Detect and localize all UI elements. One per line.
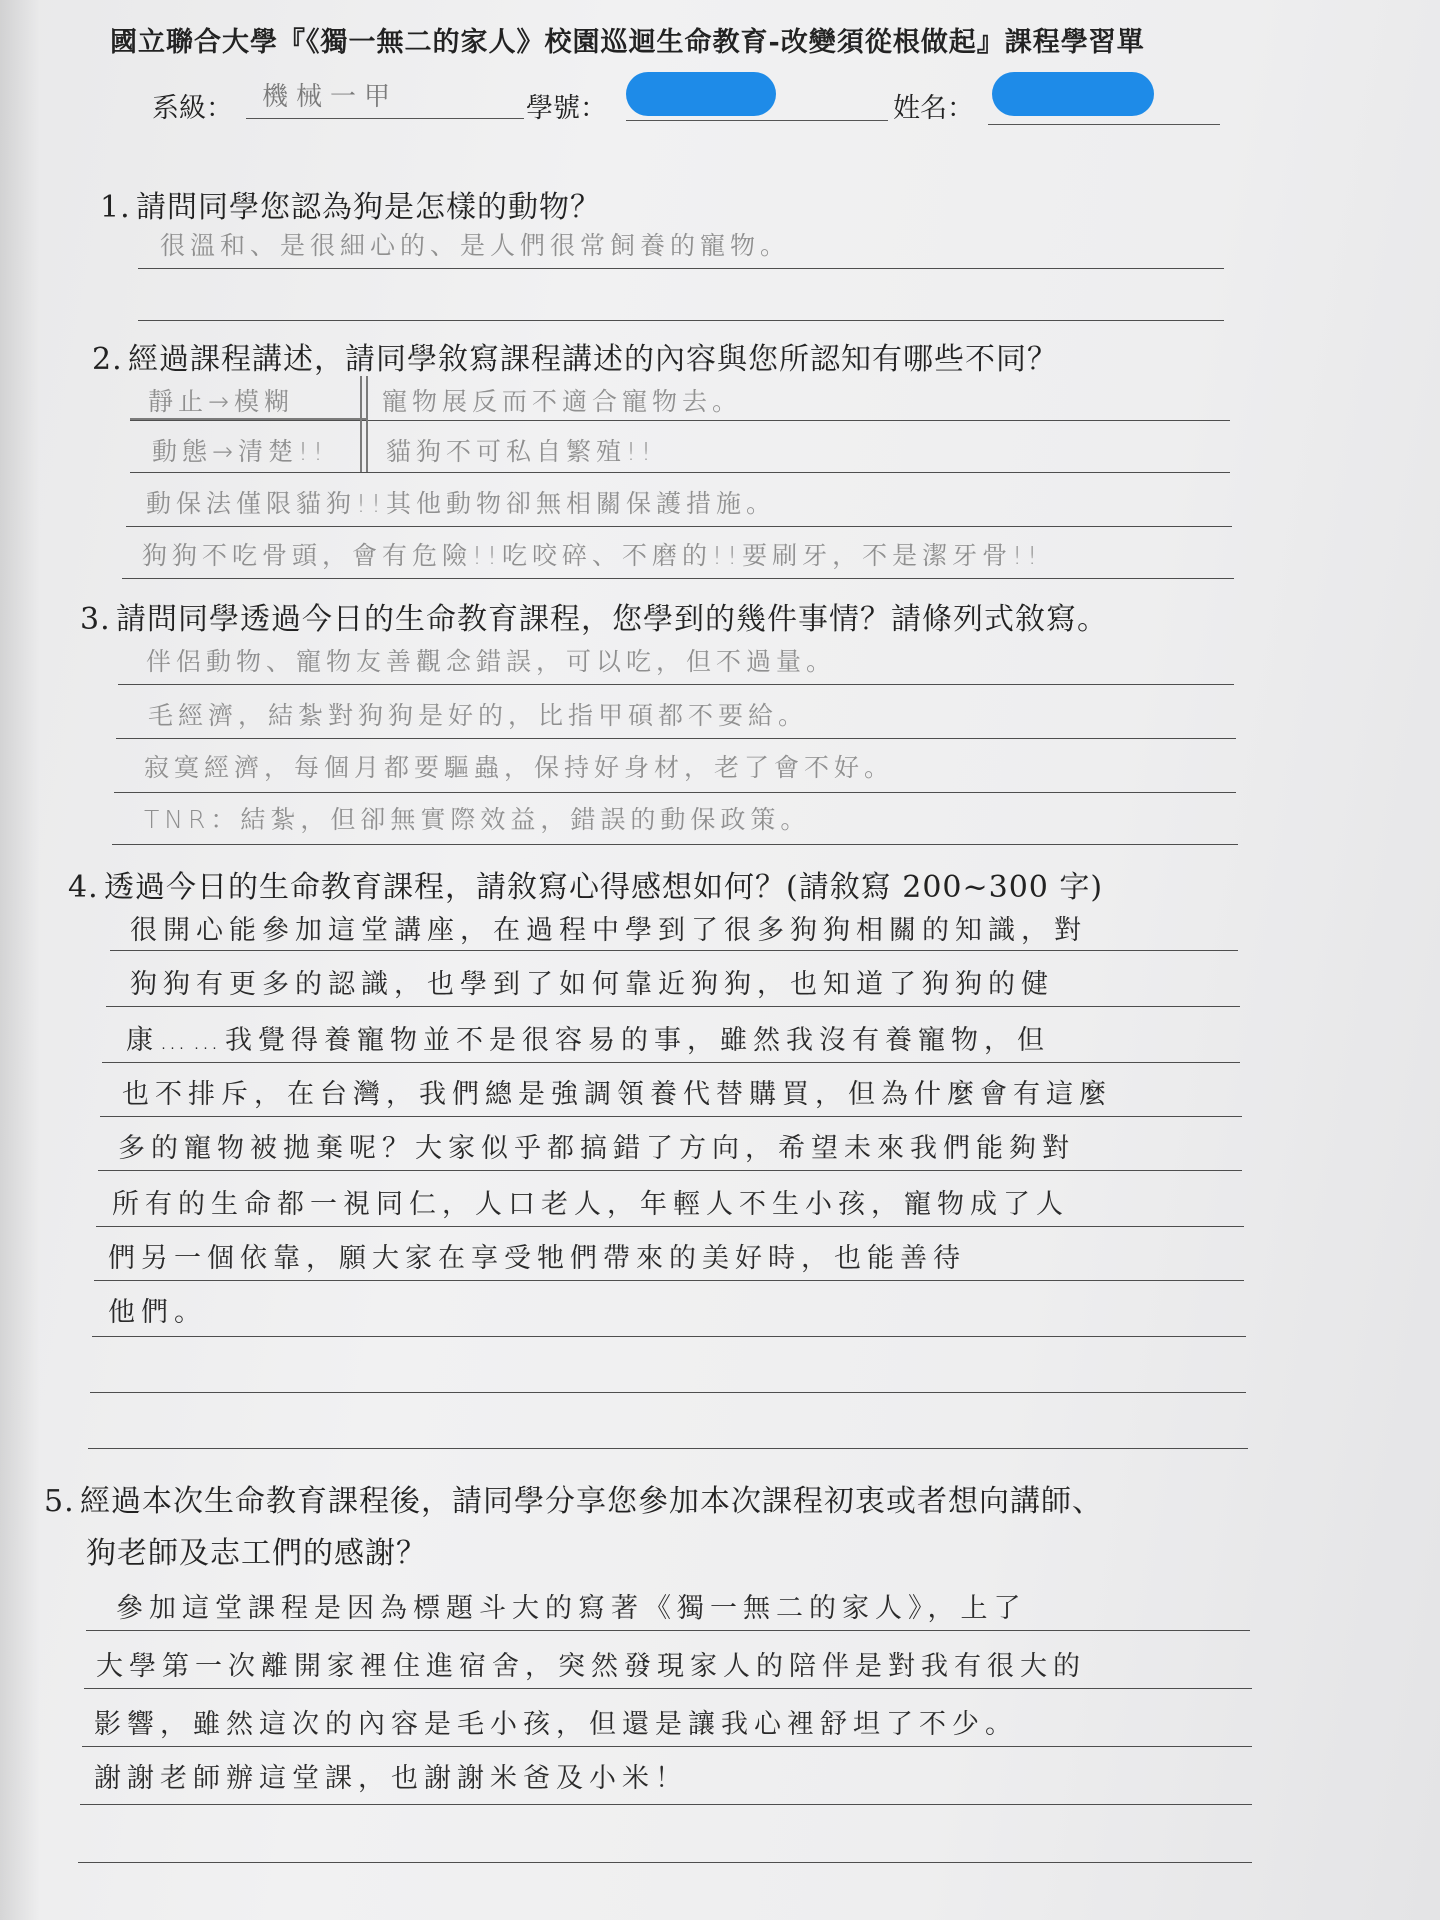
question-5-text-line-1: 經過本次生命教育課程後，請同學分享您參加本次課程初衷或者想向講師、 bbox=[80, 1484, 1103, 1519]
q4-rule-1 bbox=[110, 950, 1238, 951]
q2-table-row-2-left: 動態→清楚!! bbox=[152, 437, 328, 466]
q4-rule-8 bbox=[92, 1336, 1246, 1337]
question-5 bbox=[44, 1476, 1103, 1520]
q2-table-hsep bbox=[130, 418, 366, 420]
q4-rule-6 bbox=[96, 1226, 1244, 1227]
question-2 bbox=[92, 334, 1058, 378]
q3-rule-3 bbox=[114, 792, 1236, 793]
question-1-number: 1. bbox=[100, 190, 131, 225]
q5-answer-line-2: 大學第一次離開家裡住進宿舍，突然發現家人的陪伴是對我有很大的 bbox=[96, 1651, 1086, 1682]
question-4 bbox=[68, 862, 1103, 906]
question-2-number: 2. bbox=[92, 342, 123, 377]
page-title: 國立聯合大學『《獨一無二的家人》校園巡迴生命教育-改變須從根做起』課程學習單 bbox=[110, 27, 1145, 58]
q1-rule-2 bbox=[138, 320, 1224, 321]
q4-rule-4 bbox=[100, 1116, 1242, 1117]
q3-answer-line-4: TNR：結紮，但卻無實際效益，錯誤的動保政策。 bbox=[144, 805, 811, 834]
q2-rule-2 bbox=[130, 472, 1230, 473]
question-1-text: 請問同學您認為狗是怎樣的動物？ bbox=[136, 190, 601, 225]
q5-answer-line-1: 參加這堂課程是因為標題斗大的寫著《獨一無二的家人》，上了 bbox=[116, 1593, 1027, 1624]
student-id-line bbox=[626, 120, 888, 121]
q4-answer-line-4: 也不排斥，在台灣，我們總是強調領養代替購買，但為什麼會有這麼 bbox=[122, 1079, 1112, 1110]
q2-table-row-1-left: 靜止→模糊 bbox=[148, 387, 294, 416]
q5-answer-line-4: 謝謝老師辦這堂課，也謝謝米爸及小米！ bbox=[94, 1763, 688, 1794]
q4-rule-3 bbox=[102, 1062, 1240, 1063]
q2-rule-1 bbox=[130, 420, 1230, 421]
student-id-redaction bbox=[626, 72, 776, 116]
q5-rule-4 bbox=[80, 1804, 1252, 1805]
q2-table-vsep-1 bbox=[360, 376, 362, 472]
dept-label: 系級： bbox=[152, 93, 233, 124]
q4-rule-2 bbox=[106, 1006, 1240, 1007]
q2-answer-line-1: 動保法僅限貓狗!!其他動物卻無相關保護措施。 bbox=[146, 489, 777, 518]
q5-rule-5 bbox=[78, 1862, 1252, 1863]
q5-rule-3 bbox=[82, 1746, 1252, 1747]
q4-answer-line-1: 很開心能參加這堂講座，在過程中學到了很多狗狗相關的知識，對 bbox=[130, 915, 1087, 946]
question-5-number: 5. bbox=[44, 1484, 75, 1519]
dept-line bbox=[246, 118, 524, 119]
q5-rule-1 bbox=[86, 1630, 1250, 1631]
q5-answer-line-3: 影響，雖然這次的內容是毛小孩，但還是讓我心裡舒坦了不少。 bbox=[94, 1709, 1018, 1740]
q4-answer-line-8: 他們。 bbox=[108, 1297, 207, 1328]
question-3-text: 請問同學透過今日的生命教育課程，您學到的幾件事情？請條列式敘寫。 bbox=[116, 602, 1108, 637]
q4-answer-line-3: 康……我覺得養寵物並不是很容易的事，雖然我沒有養寵物，但 bbox=[126, 1025, 1050, 1056]
q2-table-row-2-right: 貓狗不可私自繁殖!! bbox=[386, 437, 657, 466]
q4-answer-line-6: 所有的生命都一視同仁，人口老人，年輕人不生小孩，寵物成了人 bbox=[112, 1189, 1069, 1220]
q2-answer-line-2: 狗狗不吃骨頭，會有危險!!吃咬碎、不磨的!!要刷牙，不是潔牙骨!! bbox=[142, 541, 1043, 570]
page-shadow bbox=[0, 0, 40, 1920]
question-2-text: 經過課程講述，請同學敘寫課程講述的內容與您所認知有哪些不同？ bbox=[128, 342, 1058, 377]
q4-rule-5 bbox=[98, 1170, 1242, 1171]
q2-rule-3 bbox=[126, 526, 1232, 527]
q2-rule-4 bbox=[122, 578, 1234, 579]
q1-answer-line-1: 很溫和、是很細心的、是人們很常飼養的寵物。 bbox=[160, 231, 791, 260]
q4-answer-line-2: 狗狗有更多的認識，也學到了如何靠近狗狗，也知道了狗狗的健 bbox=[130, 969, 1054, 1000]
name-redaction bbox=[992, 72, 1154, 116]
question-5-text-line-2: 狗老師及志工們的感謝？ bbox=[86, 1536, 427, 1571]
question-4-text: 透過今日的生命教育課程，請敘寫心得感想如何？(請敘寫 200~300 字) bbox=[104, 870, 1104, 905]
q3-rule-4 bbox=[112, 844, 1238, 845]
q4-rule-7 bbox=[94, 1280, 1244, 1281]
question-1 bbox=[100, 182, 601, 226]
q3-answer-line-1: 伴侶動物、寵物友善觀念錯誤，可以吃，但不過量。 bbox=[146, 647, 837, 676]
question-3 bbox=[80, 594, 1108, 638]
q4-rule-9 bbox=[90, 1392, 1246, 1393]
q5-rule-2 bbox=[84, 1688, 1252, 1689]
q1-rule-1 bbox=[138, 268, 1224, 269]
q3-answer-line-2: 毛經濟，結紮對狗狗是好的，比指甲碩都不要給。 bbox=[148, 701, 809, 730]
question-4-number: 4. bbox=[68, 870, 99, 905]
name-label: 姓名： bbox=[893, 93, 974, 124]
q3-rule-1 bbox=[118, 684, 1234, 685]
q2-table-vsep-2 bbox=[366, 376, 368, 472]
q3-answer-line-3: 寂寞經濟，每個月都要驅蟲，保持好身材，老了會不好。 bbox=[144, 753, 895, 782]
q4-answer-line-7: 們另一個依靠，願大家在享受牠們帶來的美好時，也能善待 bbox=[108, 1243, 966, 1274]
question-3-number: 3. bbox=[80, 602, 111, 637]
q4-answer-line-5: 多的寵物被拋棄呢？大家似乎都搞錯了方向，希望未來我們能夠對 bbox=[118, 1133, 1075, 1164]
student-id-label: 學號： bbox=[526, 93, 607, 124]
q2-table-row-1-right: 寵物展反而不適合寵物去。 bbox=[382, 387, 743, 416]
q3-rule-2 bbox=[116, 738, 1236, 739]
q4-rule-10 bbox=[88, 1448, 1248, 1449]
name-line bbox=[988, 124, 1220, 125]
dept-value: 機械一甲 bbox=[262, 82, 399, 112]
